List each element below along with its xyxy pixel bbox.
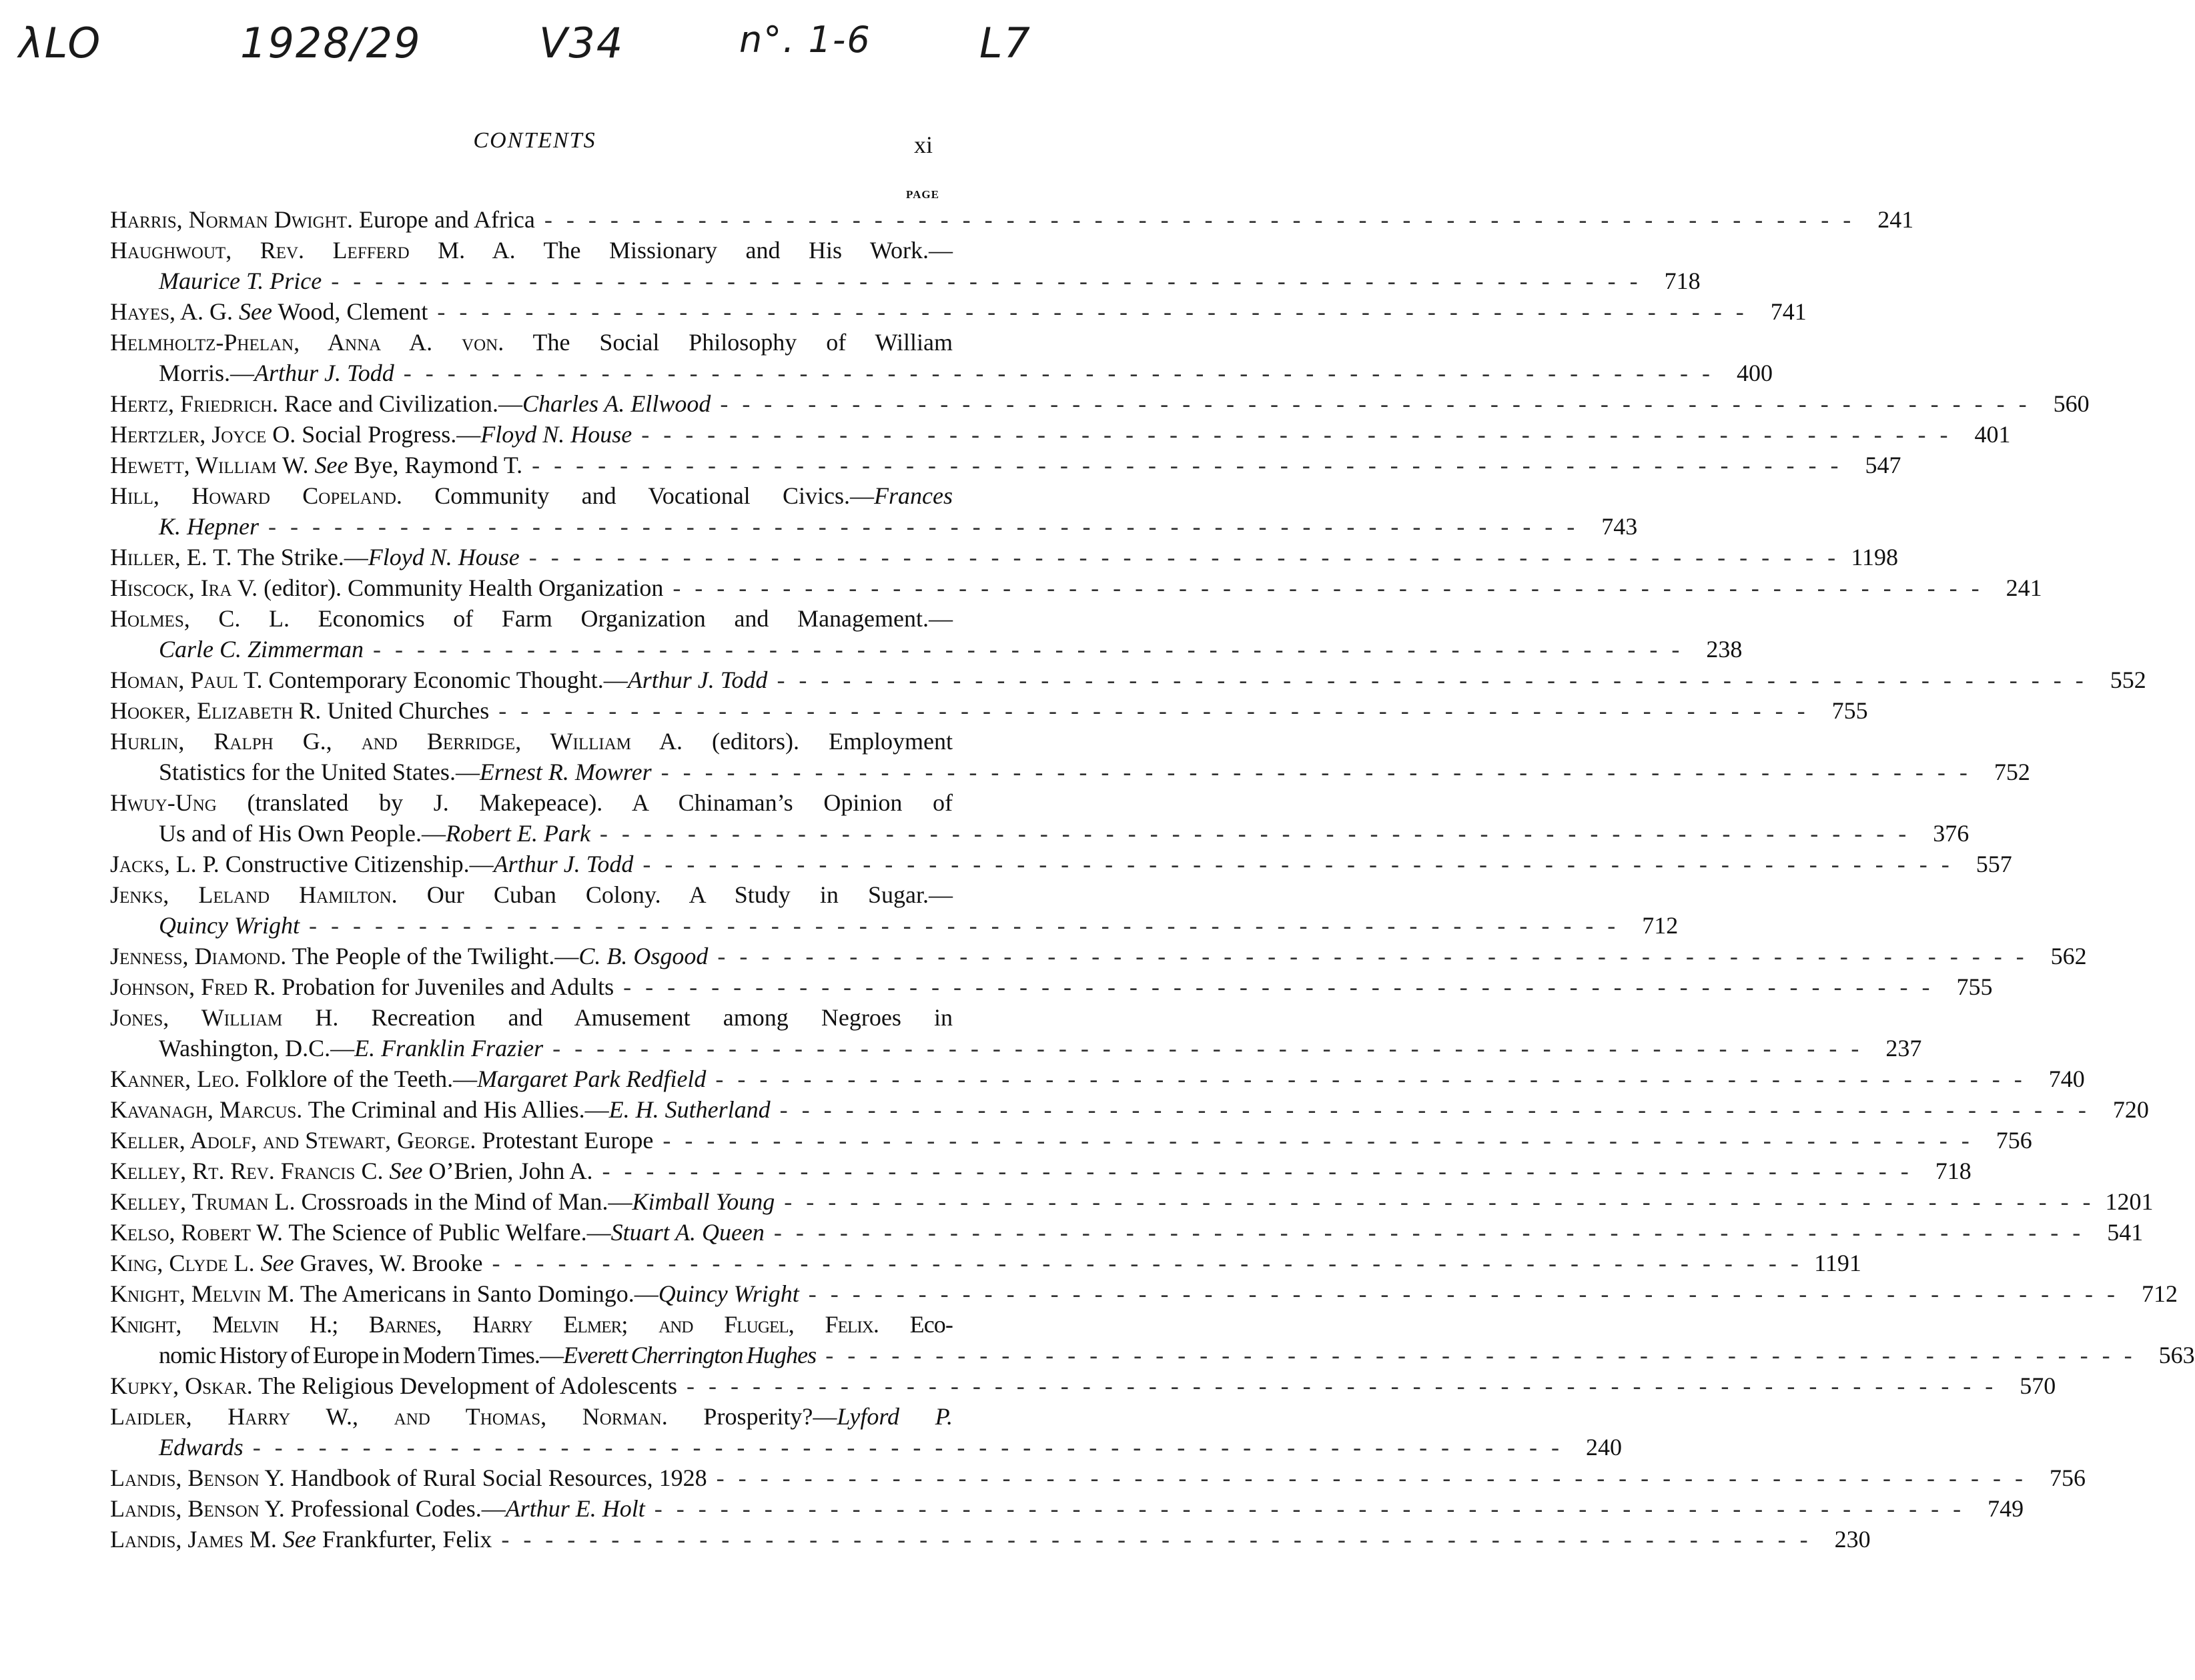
page-ref: 557 — [1976, 851, 2012, 877]
toc-entry-line — [110, 542, 1899, 572]
author-name: Hiller, E. T. — [110, 544, 232, 570]
dot-leader: - - - - - - - - - - - - - - - - - - - - - - - - - - - - - - - - - - - - - - - - - - - - - - - - - - - - - - - - - - - - — [686, 1372, 1998, 1399]
dot-leader: - - - - - - - - - - - - - - - - - - - - - - - - - - - - - - - - - - - - - - - - - - - - - - - - - - - - - - - - - - - - — [528, 544, 1840, 570]
reviewer-name: See — [389, 1158, 423, 1184]
toc-entry-line — [110, 296, 1807, 327]
toc-entry-text — [159, 757, 652, 787]
reviewer-name: Maurice T. Price — [159, 268, 322, 294]
dot-leader: - - - - - - - - - - - - - - - - - - - - - - - - - - - - - - - - - - - - - - - - - - - - - - - - - - - - - - - - - - - - — [673, 574, 1984, 601]
page-ref: 749 — [1988, 1495, 2024, 1522]
dot-leader: - - - - - - - - - - - - - - - - - - - - - - - - - - - - - - - - - - - - - - - - - - - - - - - - - - - - - - - - - - - - — [599, 820, 1911, 847]
title-text: (editor). Community Health Organization — [258, 574, 664, 601]
toc-entry-line — [110, 327, 953, 358]
toc-entry-line — [110, 1186, 2154, 1217]
author-name: Kavanagh, Marcus. — [110, 1096, 303, 1123]
toc-entry-line — [110, 358, 1773, 388]
page-ref: 570 — [2020, 1372, 2056, 1399]
page-ref: 1201 — [2105, 1188, 2154, 1215]
toc-entry-text — [159, 1340, 816, 1370]
toc-entry-text — [110, 1278, 799, 1309]
toc-entry-text — [159, 1033, 543, 1064]
toc-entry-text — [110, 1186, 775, 1217]
dot-leader: - - - - - - - - - - - - - - - - - - - - - - - - - - - - - - - - - - - - - - - - - - - - - - - - - - - - - - - - - - - - — [720, 390, 2031, 417]
reviewer-name: Margaret Park Redfield — [477, 1066, 707, 1092]
toc-entry-text — [110, 1493, 645, 1524]
toc-entry-line — [110, 1002, 953, 1033]
dot-leader: - - - - - - - - - - - - - - - - - - - - - - - - - - - - - - - - - - - - - - - - - - - - - - - - - - - - - - - - - - - - — [715, 1066, 2026, 1092]
page-ref: 401 — [1974, 421, 2011, 448]
toc-entry-line — [110, 818, 1969, 849]
toc-entry-line — [110, 1064, 2085, 1094]
toc-entry-line — [110, 1125, 2032, 1156]
page-column-label: PAGE — [906, 188, 939, 201]
toc-entry-text — [110, 1064, 706, 1094]
author-name: Kelley, Truman L. — [110, 1188, 296, 1215]
title-text: Wood, Clement — [272, 298, 428, 325]
reviewer-name: Ernest R. Mowrer — [479, 759, 652, 785]
reviewer-name: K. Hepner — [159, 513, 259, 540]
toc-entry-text — [159, 818, 590, 849]
dot-leader: - - - - - - - - - - - - - - - - - - - - - - - - - - - - - - - - - - - - - - - - - - - - - - - - - - - - - - - - - - - - — [252, 1434, 1563, 1460]
title-text: Constructive Citizenship.— — [219, 851, 494, 877]
title-text: The Strike.— — [232, 544, 368, 570]
reviewer-name: Frances — [874, 482, 953, 509]
toc-entry-line — [110, 204, 1914, 235]
toc-entry-text — [110, 572, 663, 603]
reviewer-name: C. B. Osgood — [578, 943, 709, 969]
author-name: Hwuy-Ung — [110, 789, 217, 816]
toc-entry-line — [110, 1309, 953, 1340]
title-text: Washington, D.C.— — [159, 1035, 355, 1062]
toc-entry-text — [110, 235, 953, 266]
page-ref: 752 — [1994, 759, 2030, 785]
dot-leader: - - - - - - - - - - - - - - - - - - - - - - - - - - - - - - - - - - - - - - - - - - - - - - - - - - - - - - - - - - - - — [403, 360, 1715, 386]
running-head: CONTENTS — [473, 128, 596, 153]
dot-leader: - - - - - - - - - - - - - - - - - - - - - - - - - - - - - - - - - - - - - - - - - - - - - - - - - - - - - - - - - - - - — [552, 1035, 1863, 1062]
page-ref: 541 — [2107, 1219, 2144, 1246]
reviewer-name: Arthur J. Todd — [627, 667, 768, 693]
toc-entry-text — [110, 1125, 653, 1156]
title-text: Crossroads in the Mind of Man.— — [295, 1188, 632, 1215]
author-name: King, Clyde L. — [110, 1250, 255, 1276]
dot-leader: - - - - - - - - - - - - - - - - - - - - - - - - - - - - - - - - - - - - - - - - - - - - - - - - - - - - - - - - - - - - — [498, 697, 1809, 724]
toc-entry-line — [110, 726, 953, 757]
title-text: Community and Vocational Civics.— — [402, 482, 875, 509]
toc-entry-line — [110, 971, 1993, 1002]
title-text: Contemporary Economic Thought.— — [262, 667, 628, 693]
toc-entry-line — [110, 1524, 1871, 1555]
title-text: The Criminal and His Allies.— — [302, 1096, 609, 1123]
title-text: (editors). Employment — [683, 728, 953, 755]
reviewer-name: Quincy Wright — [159, 912, 300, 939]
title-text: The Americans in Santo Domingo.— — [294, 1280, 658, 1307]
title-text: Economics of Farm Organization and Management.— — [290, 605, 953, 632]
title-text: Folklore of the Teeth.— — [240, 1066, 478, 1092]
page-ref: 552 — [2110, 667, 2146, 693]
toc-entry-line — [110, 879, 953, 910]
dot-leader: - - - - - - - - - - - - - - - - - - - - - - - - - - - - - - - - - - - - - - - - - - - - - - - - - - - - - - - - - - - - — [602, 1158, 1913, 1184]
author-name: Hooker, Elizabeth R. — [110, 697, 322, 724]
title-text — [277, 1526, 283, 1553]
page-ref: 755 — [1956, 973, 1993, 1000]
title-text: The Religious Development of Adolescents — [252, 1372, 677, 1399]
page-ref: 718 — [1935, 1158, 1971, 1184]
toc-entry-text — [110, 1401, 953, 1432]
dot-leader: - - - - - - - - - - - - - - - - - - - - - - - - - - - - - - - - - - - - - - - - - - - - - - - - - - - - - - - - - - - - — [268, 513, 1579, 540]
author-name: Helmholtz-Phelan, Anna A. von. — [110, 329, 504, 356]
title-text: Eco- — [879, 1311, 953, 1338]
toc-entry-text — [110, 1217, 765, 1248]
toc-entry-text — [159, 358, 394, 388]
title-text: Recreation and Amusement among Negroes in — [338, 1004, 953, 1031]
dot-leader: - - - - - - - - - - - - - - - - - - - - - - - - - - - - - - - - - - - - - - - - - - - - - - - - - - - - - - - - - - - - — [716, 1464, 2027, 1491]
title-text: Probation for Juveniles and Adults — [276, 973, 614, 1000]
title-text: Statistics for the United States.— — [159, 759, 480, 785]
page-ref: 230 — [1834, 1526, 1871, 1553]
dot-leader: - - - - - - - - - - - - - - - - - - - - - - - - - - - - - - - - - - - - - - - - - - - - - - - - - - - - - - - - - - - - — [773, 1219, 2085, 1246]
toc-entry-text — [110, 204, 535, 235]
page-ref: 720 — [2112, 1096, 2149, 1123]
toc-entry-text — [110, 879, 953, 910]
toc-entry-text — [110, 726, 953, 757]
toc-entry-line — [110, 1340, 2195, 1370]
author-name: Knight, Melvin H.; Barnes, Harry Elmer; and Flugel, Felix. — [110, 1311, 879, 1338]
author-name: Kupky, Oskar. — [110, 1372, 253, 1399]
title-text — [309, 452, 315, 478]
title-text: The People of the Twilight.— — [286, 943, 579, 969]
title-text — [255, 1250, 261, 1276]
reviewer-name: Arthur E. Holt — [505, 1495, 645, 1522]
reviewer-name: Robert E. Park — [445, 820, 590, 847]
author-name: Jenks, Leland Hamilton. — [110, 881, 398, 908]
dot-leader: - - - - - - - - - - - - - - - - - - - - - - - - - - - - - - - - - - - - - - - - - - - - - - - - - - - - - - - - - - - - — [642, 851, 1953, 877]
toc-entry-line — [110, 849, 2012, 879]
page-ref: 563 — [2158, 1342, 2195, 1368]
toc-entry-text — [110, 419, 632, 450]
toc-entry-text — [110, 971, 614, 1002]
author-name: Harris, Norman Dwight. — [110, 206, 353, 233]
title-text: Europe and Africa — [353, 206, 535, 233]
toc-entry-text — [159, 910, 300, 941]
author-name: Kelley, Rt. Rev. Francis C. — [110, 1158, 384, 1184]
title-text: O’Brien, John A. — [422, 1158, 593, 1184]
toc-entry-line — [110, 634, 1743, 665]
toc-entry-text — [110, 1094, 771, 1125]
title-text: United Churches — [321, 697, 490, 724]
author-name: Knight, Melvin M. — [110, 1280, 295, 1307]
toc-entry-line — [110, 266, 1701, 296]
reviewer-name: See — [314, 452, 348, 478]
handwritten-note: λLO — [19, 19, 102, 67]
dot-leader: - - - - - - - - - - - - - - - - - - - - - - - - - - - - - - - - - - - - - - - - - - - - - - - - - - - - - - - - - - - - — [777, 667, 2088, 693]
title-text — [233, 298, 239, 325]
reviewer-name: Floyd N. House — [368, 544, 520, 570]
toc-entry-line — [110, 511, 1638, 542]
author-name: Jenness, Diamond. — [110, 943, 287, 969]
author-name: Laidler, Harry W., and Thomas, Norman. — [110, 1403, 668, 1430]
toc-entry-text — [110, 787, 953, 818]
page-number: xi — [914, 131, 933, 158]
reviewer-name: E. Franklin Frazier — [354, 1035, 544, 1062]
toc-entry-line — [110, 1432, 1622, 1462]
page-ref: 562 — [2050, 943, 2087, 969]
author-name: Landis, Benson Y. — [110, 1495, 285, 1522]
dot-leader: - - - - - - - - - - - - - - - - - - - - - - - - - - - - - - - - - - - - - - - - - - - - - - - - - - - - - - - - - - - - — [779, 1096, 2090, 1123]
author-name: Hayes, A. G. — [110, 298, 233, 325]
toc-entry-line — [110, 1370, 2056, 1401]
author-name: Johnson, Fred R. — [110, 973, 276, 1000]
title-text: Race and Civilization.— — [278, 390, 522, 417]
dot-leader: - - - - - - - - - - - - - - - - - - - - - - - - - - - - - - - - - - - - - - - - - - - - - - - - - - - - - - - - - - - - — [331, 268, 1642, 294]
handwritten-note: L7 — [979, 19, 1031, 67]
toc-entry-text — [110, 1248, 483, 1278]
toc-entry-text — [110, 480, 953, 511]
toc-entry-text — [159, 511, 259, 542]
page-ref: 560 — [2053, 390, 2090, 417]
toc-entry-text — [110, 1156, 592, 1186]
toc-entry-line — [110, 450, 1901, 480]
toc-entry-line — [110, 757, 2030, 787]
dot-leader: - - - - - - - - - - - - - - - - - - - - - - - - - - - - - - - - - - - - - - - - - - - - - - - - - - - - - - - - - - - - — [717, 943, 2028, 969]
title-text: Morris.— — [159, 360, 254, 386]
toc-entry-line — [110, 480, 953, 511]
toc-entry-line — [110, 941, 2087, 971]
title-text: Graves, W. Brooke — [294, 1250, 483, 1276]
dot-leader: - - - - - - - - - - - - - - - - - - - - - - - - - - - - - - - - - - - - - - - - - - - - - - - - - - - - - - - - - - - - — [544, 206, 1855, 233]
toc-entry-line — [110, 695, 1868, 726]
title-text: The Missionary and His Work.— — [515, 237, 953, 264]
toc-entry-line — [110, 572, 2042, 603]
toc-entry-text — [110, 665, 767, 695]
toc-entry-text — [110, 849, 633, 879]
dot-leader: - - - - - - - - - - - - - - - - - - - - - - - - - - - - - - - - - - - - - - - - - - - - - - - - - - - - - - - - - - - - — [654, 1495, 1965, 1522]
toc-entry-text — [110, 941, 708, 971]
dot-leader: - - - - - - - - - - - - - - - - - - - - - - - - - - - - - - - - - - - - - - - - - - - - - - - - - - - - - - - - - - - - — [623, 973, 1934, 1000]
title-text: Social Progress.— — [296, 421, 481, 448]
reviewer-name: See — [282, 1526, 316, 1553]
reviewer-name: Kimball Young — [632, 1188, 775, 1215]
toc-entry-text — [110, 1462, 707, 1493]
title-text: nomic History of Europe in Modern Times.— — [159, 1342, 564, 1368]
toc-entry-text — [110, 542, 520, 572]
reviewer-name: See — [239, 298, 272, 325]
reviewer-name: Carle C. Zimmerman — [159, 636, 364, 663]
page-ref: 240 — [1585, 1434, 1622, 1460]
title-text: Our Cuban Colony. A Study in Sugar.— — [397, 881, 953, 908]
page-ref: 1198 — [1851, 544, 1899, 570]
page-ref: 743 — [1601, 513, 1638, 540]
reviewer-name: Lyford P. — [837, 1403, 953, 1430]
toc-entry-line — [110, 1033, 1922, 1064]
toc-entry-text — [110, 296, 428, 327]
toc-entry-line — [110, 1217, 2144, 1248]
page-ref: 1191 — [1814, 1250, 1861, 1276]
toc-entry-line — [110, 419, 2011, 450]
toc-entry-text — [159, 266, 322, 296]
title-text: Handbook of Rural Social Resources, 1928 — [284, 1464, 707, 1491]
reviewer-name: Edwards — [159, 1434, 244, 1460]
toc-entry-text — [110, 327, 953, 358]
toc-entry-line — [110, 1462, 2086, 1493]
reviewer-name: Floyd N. House — [480, 421, 632, 448]
dot-leader: - - - - - - - - - - - - - - - - - - - - - - - - - - - - - - - - - - - - - - - - - - - - - - - - - - - - - - - - - - - - — [661, 759, 1971, 785]
toc-entry-text — [110, 1002, 953, 1033]
toc-entry-line — [110, 665, 2146, 695]
page-ref: 237 — [1885, 1035, 1922, 1062]
title-text: Protestant Europe — [476, 1127, 654, 1154]
dot-leader: - - - - - - - - - - - - - - - - - - - - - - - - - - - - - - - - - - - - - - - - - - - - - - - - - - - - - - - - - - - - — [501, 1526, 1812, 1553]
dot-leader: - - - - - - - - - - - - - - - - - - - - - - - - - - - - - - - - - - - - - - - - - - - - - - - - - - - - - - - - - - - - — [825, 1342, 2136, 1368]
dot-leader: - - - - - - - - - - - - - - - - - - - - - - - - - - - - - - - - - - - - - - - - - - - - - - - - - - - - - - - - - - - - — [784, 1188, 2095, 1215]
toc-entry-line — [110, 1094, 2149, 1125]
toc-entry-line — [110, 910, 1679, 941]
reviewer-name: Charles A. Ellwood — [522, 390, 711, 417]
reviewer-name: Everett Cherrington Hughes — [563, 1342, 817, 1368]
reviewer-name: See — [260, 1250, 294, 1276]
author-name: Keller, Adolf, and Stewart, George. — [110, 1127, 476, 1154]
reviewer-name: Quincy Wright — [658, 1280, 799, 1307]
author-name: Hertz, Friedrich. — [110, 390, 279, 417]
toc-entry-text — [110, 695, 489, 726]
dot-leader: - - - - - - - - - - - - - - - - - - - - - - - - - - - - - - - - - - - - - - - - - - - - - - - - - - - - - - - - - - - - — [492, 1250, 1803, 1276]
author-name: Landis, James M. — [110, 1526, 277, 1553]
page-ref: 740 — [2048, 1066, 2085, 1092]
toc-entry-text — [110, 450, 522, 480]
toc-entry-line — [110, 1278, 2178, 1309]
author-name: Hertzler, Joyce O. — [110, 421, 296, 448]
page-ref: 712 — [2142, 1280, 2178, 1307]
page-ref: 241 — [2006, 574, 2042, 601]
title-text: Frankfurter, Felix — [316, 1526, 492, 1553]
author-name: Hurlin, Ralph G., and Berridge, William A. — [110, 728, 683, 755]
toc-entry-line — [110, 388, 2090, 419]
reviewer-name: Arthur J. Todd — [493, 851, 634, 877]
toc-entry-line — [110, 603, 953, 634]
toc-entry-line — [110, 1401, 953, 1432]
title-text: The Science of Public Welfare.— — [282, 1219, 611, 1246]
author-name: Homan, Paul T. — [110, 667, 263, 693]
reviewer-name: Stuart A. Queen — [610, 1219, 765, 1246]
toc-entry-line — [110, 787, 953, 818]
author-name: Haughwout, Rev. Lefferd M. A. — [110, 237, 516, 264]
toc-entry-text — [110, 1524, 492, 1555]
author-name: Jacks, L. P. — [110, 851, 220, 877]
page-ref: 756 — [2049, 1464, 2086, 1491]
handwritten-call-number — [0, 19, 1069, 79]
toc-entry-text — [159, 1432, 244, 1462]
dot-leader: - - - - - - - - - - - - - - - - - - - - - - - - - - - - - - - - - - - - - - - - - - - - - - - - - - - - - - - - - - - - — [373, 636, 1684, 663]
author-name: Kelso, Robert W. — [110, 1219, 283, 1246]
handwritten-note: 1928/29 — [240, 19, 422, 67]
dot-leader: - - - - - - - - - - - - - - - - - - - - - - - - - - - - - - - - - - - - - - - - - - - - - - - - - - - - - - - - - - - - — [663, 1127, 1973, 1154]
handwritten-note: V34 — [539, 19, 624, 67]
toc-entry-text — [159, 634, 364, 665]
author-name: Hiscock, Ira V. — [110, 574, 258, 601]
reviewer-name: E. H. Sutherland — [608, 1096, 771, 1123]
page-ref: 712 — [1642, 912, 1679, 939]
toc-entry-line — [110, 1248, 1861, 1278]
page-ref: 241 — [1877, 206, 1914, 233]
title-text: Professional Codes.— — [284, 1495, 506, 1522]
title-text: The Social Philosophy of William — [504, 329, 953, 356]
author-name: Jones, William H. — [110, 1004, 339, 1031]
title-text: Prosperity?— — [667, 1403, 837, 1430]
toc-entry-line — [110, 1493, 2024, 1524]
title-text: Bye, Raymond T. — [348, 452, 523, 478]
dot-leader: - - - - - - - - - - - - - - - - - - - - - - - - - - - - - - - - - - - - - - - - - - - - - - - - - - - - - - - - - - - - — [532, 452, 1843, 478]
dot-leader: - - - - - - - - - - - - - - - - - - - - - - - - - - - - - - - - - - - - - - - - - - - - - - - - - - - - - - - - - - - - — [808, 1280, 2120, 1307]
page-ref: 756 — [1996, 1127, 2032, 1154]
page-ref: 741 — [1770, 298, 1807, 325]
page-ref: 238 — [1706, 636, 1743, 663]
page-ref: 547 — [1865, 452, 1901, 478]
toc-entry-text — [110, 1309, 953, 1340]
author-name: Landis, Benson Y. — [110, 1464, 285, 1491]
toc-entry-text — [110, 388, 711, 419]
author-name: Kanner, Leo. — [110, 1066, 240, 1092]
page-ref: 376 — [1933, 820, 1969, 847]
reviewer-name: Arthur J. Todd — [254, 360, 394, 386]
author-name: Holmes, C. L. — [110, 605, 290, 632]
page-ref: 400 — [1737, 360, 1773, 386]
contents-list — [110, 204, 2195, 1555]
title-text: Us and of His Own People.— — [159, 820, 446, 847]
handwritten-note: n°. 1-6 — [739, 19, 871, 61]
toc-entry-line — [110, 235, 953, 266]
toc-entry-text — [110, 1370, 677, 1401]
toc-entry-line — [110, 1156, 1971, 1186]
dot-leader: - - - - - - - - - - - - - - - - - - - - - - - - - - - - - - - - - - - - - - - - - - - - - - - - - - - - - - - - - - - - — [308, 912, 1620, 939]
dot-leader: - - - - - - - - - - - - - - - - - - - - - - - - - - - - - - - - - - - - - - - - - - - - - - - - - - - - - - - - - - - - — [437, 298, 1748, 325]
author-name: Hewett, William W. — [110, 452, 309, 478]
page-ref: 718 — [1664, 268, 1701, 294]
author-name: Hill, Howard Copeland. — [110, 482, 402, 509]
title-text: (translated by J. Makepeace). A Chinaman’s Opinion of — [216, 789, 953, 816]
toc-entry-text — [110, 603, 953, 634]
dot-leader: - - - - - - - - - - - - - - - - - - - - - - - - - - - - - - - - - - - - - - - - - - - - - - - - - - - - - - - - - - - - — [641, 421, 1952, 448]
page-ref: 755 — [1831, 697, 1868, 724]
